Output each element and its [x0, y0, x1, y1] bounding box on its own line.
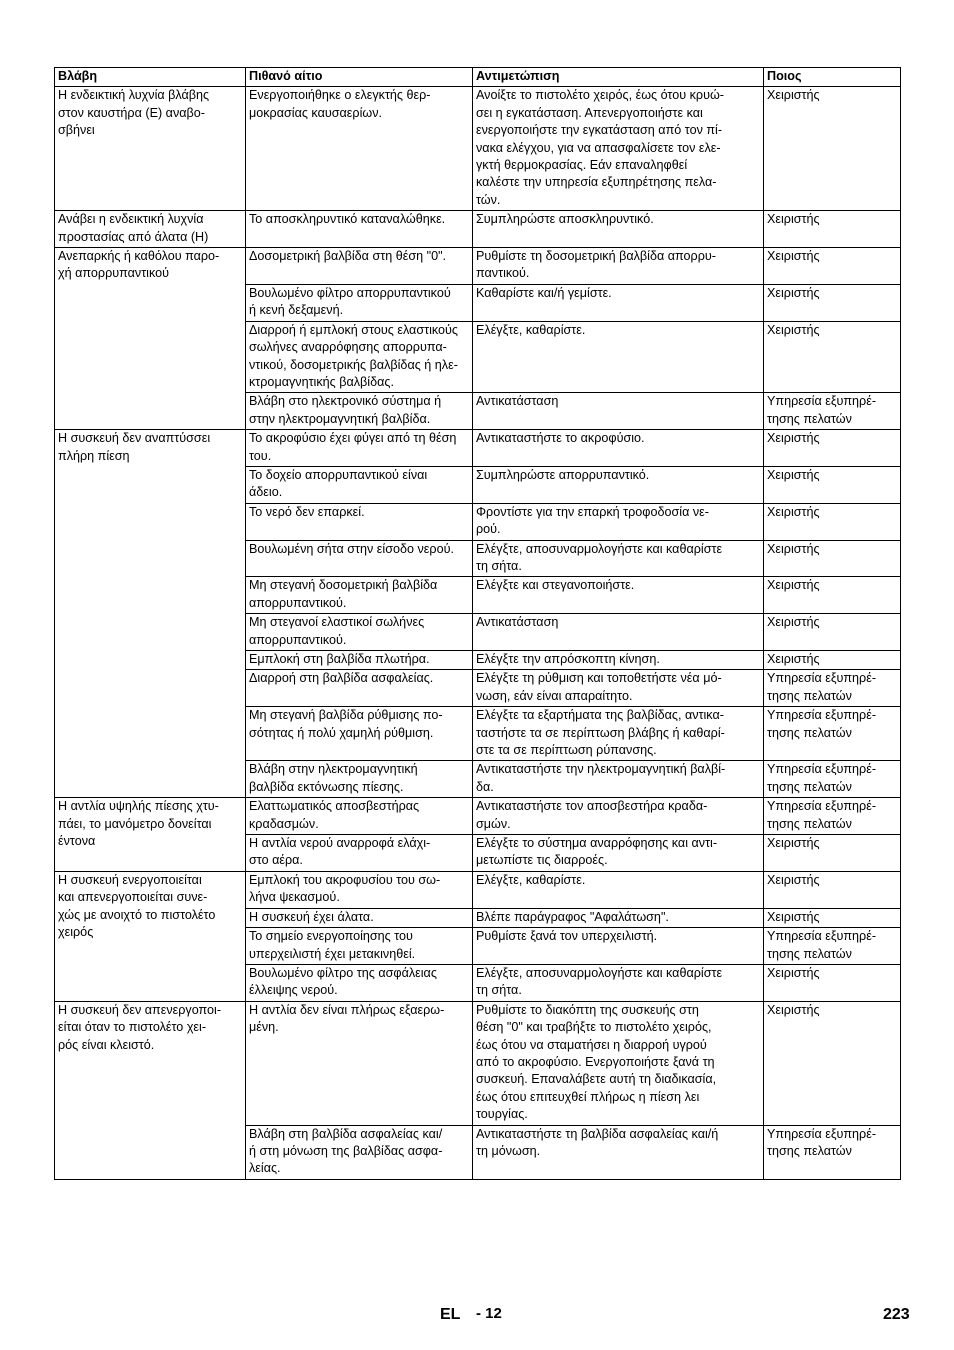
who-cell: Υπηρεσία εξυπηρέ- τησης πελατών	[764, 393, 901, 430]
who-cell: Χειριστής	[764, 321, 901, 393]
header-who: Ποιος	[764, 68, 901, 87]
table-row	[55, 430, 901, 467]
fault-cell: Η συσκευή ενεργοποιείται και απενεργοποιείται συνε- χώς με ανοιχτό το πιστολέτο χειρός	[55, 871, 246, 1001]
fault-cell: Η ενδεικτική λυχνία βλάβης στον καυστήρα (E) αναβο- σβήνει	[55, 87, 246, 211]
remedy-cell: Ανοίξτε το πιστολέτο χειρός, έως ότου κρυώ- σει η εγκατάσταση. Απενεργοποιήστε και ενεργοποιήστε την εγκατάσταση από τον πί- νακα ελέγχου, για να απασφαλίσετε τον ελε- γκτή θερμοκρασίας. Εάν επαναληφθεί καλέστε την υπηρεσία εξυπηρέτησης πελα- τών.	[473, 87, 764, 211]
table-row	[55, 87, 901, 211]
cause-cell: Βουλωμένο φίλτρο της ασφάλειας έλλειψης νερού.	[246, 964, 473, 1001]
remedy-cell: Αντικαταστήστε τη βαλβίδα ασφαλείας και/ή τη μόνωση.	[473, 1125, 764, 1179]
remedy-cell: Ελέγξτε, αποσυναρμολογήστε και καθαρίστε τη σήτα.	[473, 964, 764, 1001]
troubleshooting-table	[54, 67, 901, 1180]
cause-cell: Ελαττωματικός αποσβεστήρας κραδασμών.	[246, 798, 473, 835]
remedy-cell: Ελέγξτε, καθαρίστε.	[473, 871, 764, 908]
who-cell: Υπηρεσία εξυπηρέ- τησης πελατών	[764, 761, 901, 798]
cause-cell: Μη στεγανή δοσομετρική βαλβίδα απορρυπαντικού.	[246, 577, 473, 614]
cause-cell: Δοσομετρική βαλβίδα στη θέση "0".	[246, 248, 473, 285]
who-cell: Χειριστής	[764, 430, 901, 467]
cause-cell: Εμπλοκή του ακροφυσίου του σω- λήνα ψεκασμού.	[246, 871, 473, 908]
cause-cell: Το δοχείο απορρυπαντικού είναι άδειο.	[246, 466, 473, 503]
header-remedy: Αντιμετώπιση	[473, 68, 764, 87]
table-row	[55, 871, 901, 908]
section-page-number: - 12	[476, 1305, 502, 1322]
table-row	[55, 248, 901, 285]
remedy-cell: Καθαρίστε και/ή γεμίστε.	[473, 284, 764, 321]
fault-cell: Η αντλία υψηλής πίεσης χτυ- πάει, το μανόμετρο δονείται έντονα	[55, 798, 246, 872]
fault-cell: Ανάβει η ενδεικτική λυχνία προστασίας από άλατα (H)	[55, 211, 246, 248]
remedy-cell: Αντικαταστήστε τον αποσβεστήρα κραδα- σμών.	[473, 798, 764, 835]
cause-cell: Το αποσκληρυντικό καταναλώθηκε.	[246, 211, 473, 248]
cause-cell: Βλάβη στη βαλβίδα ασφαλείας και/ ή στη μόνωση της βαλβίδας ασφα- λείας.	[246, 1125, 473, 1179]
cause-cell: Εμπλοκή στη βαλβίδα πλωτήρα.	[246, 651, 473, 670]
cause-cell: Βουλωμένο φίλτρο απορρυπαντικού ή κενή δεξαμενή.	[246, 284, 473, 321]
table-row	[55, 211, 901, 248]
cause-cell: Βλάβη στην ηλεκτρομαγνητική βαλβίδα εκτόνωσης πίεσης.	[246, 761, 473, 798]
remedy-cell: Ρυθμίστε τη δοσομετρική βαλβίδα απορρυ- παντικού.	[473, 248, 764, 285]
cause-cell: Η συσκευή έχει άλατα.	[246, 908, 473, 927]
who-cell: Χειριστής	[764, 871, 901, 908]
who-cell: Χειριστής	[764, 466, 901, 503]
cause-cell: Το νερό δεν επαρκεί.	[246, 503, 473, 540]
header-fault: Βλάβη	[55, 68, 246, 87]
remedy-cell: Ελέγξτε τη ρύθμιση και τοποθετήστε νέα μό- νωση, εάν είναι απαραίτητο.	[473, 670, 764, 707]
who-cell: Υπηρεσία εξυπηρέ- τησης πελατών	[764, 1125, 901, 1179]
table-row	[55, 798, 901, 835]
table-header-row	[55, 68, 901, 87]
remedy-cell: Ελέγξτε και στεγανοποιήστε.	[473, 577, 764, 614]
who-cell: Χειριστής	[764, 651, 901, 670]
remedy-cell: Συμπληρώστε απορρυπαντικό.	[473, 466, 764, 503]
remedy-cell: Ελέγξτε, καθαρίστε.	[473, 321, 764, 393]
who-cell: Χειριστής	[764, 964, 901, 1001]
who-cell: Υπηρεσία εξυπηρέ- τησης πελατών	[764, 707, 901, 761]
cause-cell: Το σημείο ενεργοποίησης του υπερχειλιστή έχει μετακινηθεί.	[246, 928, 473, 965]
remedy-cell: Ελέγξτε τα εξαρτήματα της βαλβίδας, αντικα- ταστήστε τα σε περίπτωση βλάβης ή καθαρί- στε τα σε περίπτωση ρύπανσης.	[473, 707, 764, 761]
remedy-cell: Βλέπε παράγραφος "Αφαλάτωση".	[473, 908, 764, 927]
remedy-cell: Ελέγξτε την απρόσκοπτη κίνηση.	[473, 651, 764, 670]
table-row	[55, 1001, 901, 1125]
troubleshooting-sheet	[54, 67, 900, 1180]
who-cell: Χειριστής	[764, 1001, 901, 1125]
cause-cell: Η αντλία δεν είναι πλήρως εξαερω- μένη.	[246, 1001, 473, 1125]
cause-cell: Βουλωμένη σήτα στην είσοδο νερού.	[246, 540, 473, 577]
cause-cell: Βλάβη στο ηλεκτρονικό σύστημα ή στην ηλεκτρομαγνητική βαλβίδα.	[246, 393, 473, 430]
cause-cell: Διαρροή στη βαλβίδα ασφαλείας.	[246, 670, 473, 707]
who-cell: Χειριστής	[764, 87, 901, 211]
remedy-cell: Ρυθμίστε ξανά τον υπερχειλιστή.	[473, 928, 764, 965]
who-cell: Χειριστής	[764, 503, 901, 540]
cause-cell: Διαρροή ή εμπλοκή στους ελαστικούς σωλήνες αναρρόφησης απορρυπα- ντικού, δοσομετρικής βαλβίδας ή ηλε- κτρομαγνητικής βαλβίδας.	[246, 321, 473, 393]
remedy-cell: Συμπληρώστε αποσκληρυντικό.	[473, 211, 764, 248]
remedy-cell: Φροντίστε για την επαρκή τροφοδοσία νε- ρού.	[473, 503, 764, 540]
remedy-cell: Ρυθμίστε το διακόπτη της συσκευής στη θέση "0" και τραβήξτε το πιστολέτο χειρός, έως ότου να σταματήσει η διαρροή υγρού από το ακροφύσιο. Ενεργοποιήστε ξανά τη συσκευή. Επαναλάβετε αυτή τη διαδικασία, έως ότου επιτευχθεί πλήρως η πίεση λει τουργίας.	[473, 1001, 764, 1125]
fault-cell: Η συσκευή δεν απενεργοποι- είται όταν το πιστολέτο χει- ρός είναι κλειστό.	[55, 1001, 246, 1179]
cause-cell: Η αντλία νερού αναρροφά ελάχι- στο αέρα.	[246, 835, 473, 872]
who-cell: Χειριστής	[764, 284, 901, 321]
cause-cell: Μη στεγανή βαλβίδα ρύθμισης πο- σότητας ή πολύ χαμηλή ρύθμιση.	[246, 707, 473, 761]
who-cell: Χειριστής	[764, 248, 901, 285]
table-body	[55, 87, 901, 1179]
page-number: 223	[883, 1306, 910, 1323]
remedy-cell: Αντικατάσταση	[473, 393, 764, 430]
who-cell: Χειριστής	[764, 577, 901, 614]
fault-cell: Ανεπαρκής ή καθόλου παρο- χή απορρυπαντικού	[55, 248, 246, 430]
remedy-cell: Αντικαταστήστε το ακροφύσιο.	[473, 430, 764, 467]
cause-cell: Το ακροφύσιο έχει φύγει από τη θέση του.	[246, 430, 473, 467]
cause-cell: Ενεργοποιήθηκε ο ελεγκτής θερ- μοκρασίας καυσαερίων.	[246, 87, 473, 211]
who-cell: Χειριστής	[764, 614, 901, 651]
who-cell: Χειριστής	[764, 908, 901, 927]
remedy-cell: Ελέγξτε το σύστημα αναρρόφησης και αντι- μετωπίστε τις διαρροές.	[473, 835, 764, 872]
who-cell: Χειριστής	[764, 540, 901, 577]
cause-cell: Μη στεγανοί ελαστικοί σωλήνες απορρυπαντικού.	[246, 614, 473, 651]
remedy-cell: Ελέγξτε, αποσυναρμολογήστε και καθαρίστε τη σήτα.	[473, 540, 764, 577]
who-cell: Υπηρεσία εξυπηρέ- τησης πελατών	[764, 670, 901, 707]
remedy-cell: Αντικαταστήστε την ηλεκτρομαγνητική βαλβί- δα.	[473, 761, 764, 798]
fault-cell: Η συσκευή δεν αναπτύσσει πλήρη πίεση	[55, 430, 246, 798]
who-cell: Χειριστής	[764, 835, 901, 872]
remedy-cell: Αντικατάσταση	[473, 614, 764, 651]
who-cell: Υπηρεσία εξυπηρέ- τησης πελατών	[764, 928, 901, 965]
who-cell: Υπηρεσία εξυπηρέ- τησης πελατών	[764, 798, 901, 835]
header-cause: Πιθανό αίτιο	[246, 68, 473, 87]
who-cell: Χειριστής	[764, 211, 901, 248]
language-code: EL	[440, 1306, 461, 1323]
